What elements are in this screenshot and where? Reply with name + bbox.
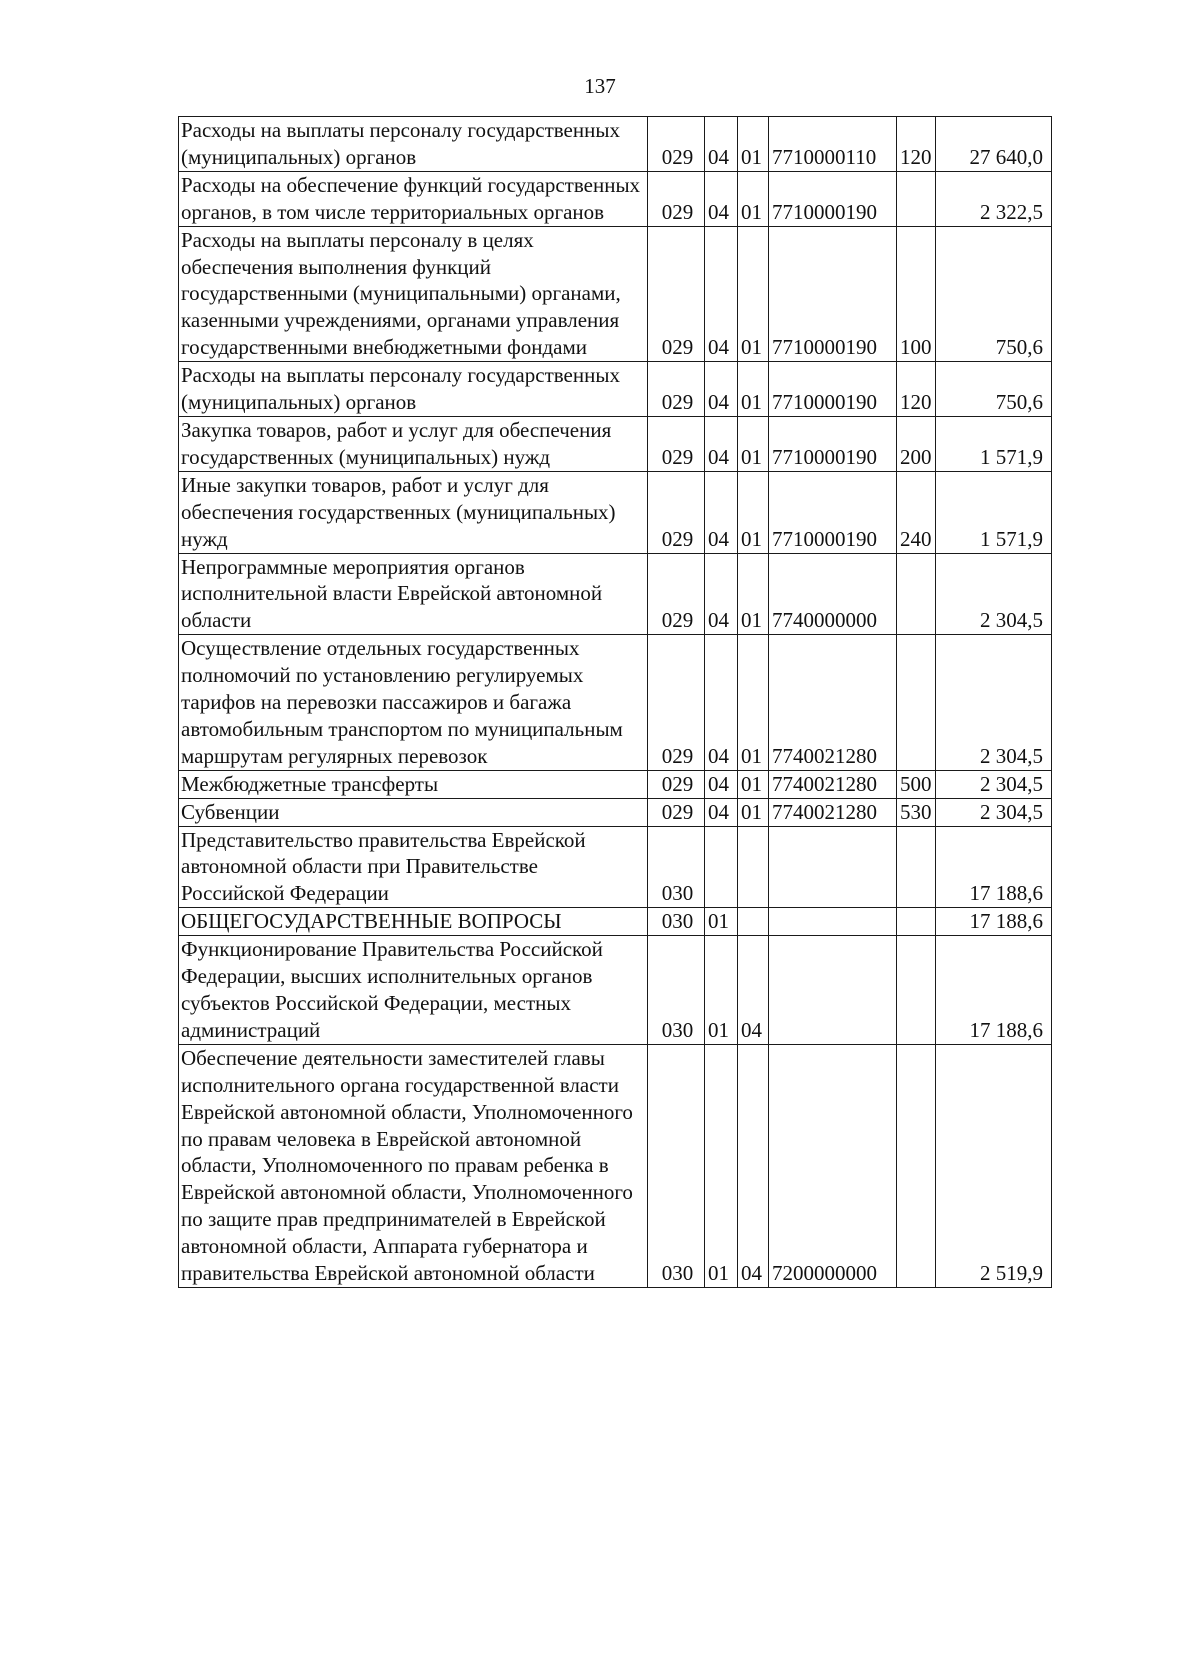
- target-article-code: 7710000190: [769, 171, 897, 226]
- subsection-code: 04: [738, 936, 769, 1045]
- subsection-code: 01: [738, 117, 769, 172]
- subsection-code: 01: [738, 798, 769, 826]
- expense-type-code: 500: [897, 770, 936, 798]
- expense-type-code: [897, 1044, 936, 1287]
- expense-type-code: 120: [897, 362, 936, 417]
- table-row: [179, 117, 1052, 172]
- item-name: ОБЩЕГОСУДАРСТВЕННЫЕ ВОПРОСЫ: [179, 908, 648, 936]
- expense-type-code: [897, 171, 936, 226]
- admin-code: 029: [648, 362, 705, 417]
- amount: 2 304,5: [936, 553, 1052, 635]
- item-name: Иные закупки товаров, работ и услуг для обеспечения государственных (муниципальных) нужд: [179, 471, 648, 553]
- subsection-code: 04: [738, 1044, 769, 1287]
- admin-code: 030: [648, 908, 705, 936]
- section-code: [705, 826, 738, 908]
- item-name: Межбюджетные трансферты: [179, 770, 648, 798]
- section-code: 04: [705, 416, 738, 471]
- amount: 27 640,0: [936, 117, 1052, 172]
- admin-code: 030: [648, 936, 705, 1045]
- subsection-code: 01: [738, 553, 769, 635]
- section-code: 04: [705, 798, 738, 826]
- subsection-code: [738, 908, 769, 936]
- target-article-code: 7710000190: [769, 226, 897, 362]
- expense-type-code: 100: [897, 226, 936, 362]
- item-name: Представительство правительства Еврейской автономной области при Правительстве Российской Федерации: [179, 826, 648, 908]
- page-number: 137: [584, 74, 616, 98]
- target-article-code: 7710000190: [769, 416, 897, 471]
- amount: 17 188,6: [936, 826, 1052, 908]
- expense-type-code: 530: [897, 798, 936, 826]
- target-article-code: 7740021280: [769, 635, 897, 771]
- amount: 17 188,6: [936, 936, 1052, 1045]
- table-row: [179, 798, 1052, 826]
- target-article-code: 7710000190: [769, 471, 897, 553]
- table-row: [179, 416, 1052, 471]
- subsection-code: [738, 826, 769, 908]
- amount: 750,6: [936, 226, 1052, 362]
- admin-code: 029: [648, 471, 705, 553]
- section-code: 04: [705, 226, 738, 362]
- table-row: [179, 362, 1052, 417]
- amount: 2 304,5: [936, 798, 1052, 826]
- target-article-code: 7740021280: [769, 798, 897, 826]
- item-name: Осуществление отдельных государственных полномочий по установлению регулируемых тарифов на перевозки пассажиров и багажа автомобильным транспортом по муниципальным маршрутам регулярных перевозок: [179, 635, 648, 771]
- amount: 1 571,9: [936, 471, 1052, 553]
- subsection-code: 01: [738, 471, 769, 553]
- amount: 1 571,9: [936, 416, 1052, 471]
- target-article-code: 7710000110: [769, 117, 897, 172]
- table-row: [179, 770, 1052, 798]
- expense-type-code: 240: [897, 471, 936, 553]
- item-name: Обеспечение деятельности заместителей главы исполнительного органа государственной власти Еврейской автономной области, Уполномоченного по правам человека в Еврейской автономной области, Уполномоченного по правам ребенка в Еврейской автономной области, Уполномоченного по защите прав предпринимателей в Еврейской автономной области, Аппарата губернатора и правительства Еврейской автономной области: [179, 1044, 648, 1287]
- table-row: [179, 635, 1052, 771]
- item-name: Расходы на выплаты персоналу в целях обеспечения выполнения функций государственными (муниципальными) органами, казенными учреждениями, органами управления государственными внебюджетными фондами: [179, 226, 648, 362]
- section-code: 01: [705, 1044, 738, 1287]
- admin-code: 030: [648, 826, 705, 908]
- amount: 2 322,5: [936, 171, 1052, 226]
- target-article-code: 7740000000: [769, 553, 897, 635]
- amount: 2 304,5: [936, 770, 1052, 798]
- section-code: 04: [705, 471, 738, 553]
- item-name: Закупка товаров, работ и услуг для обеспечения государственных (муниципальных) нужд: [179, 416, 648, 471]
- admin-code: 029: [648, 798, 705, 826]
- section-code: 01: [705, 908, 738, 936]
- amount: 17 188,6: [936, 908, 1052, 936]
- admin-code: 030: [648, 1044, 705, 1287]
- section-code: 01: [705, 936, 738, 1045]
- item-name: Расходы на выплаты персоналу государственных (муниципальных) органов: [179, 362, 648, 417]
- admin-code: 029: [648, 553, 705, 635]
- expense-type-code: [897, 908, 936, 936]
- amount: 750,6: [936, 362, 1052, 417]
- item-name: Расходы на выплаты персоналу государственных (муниципальных) органов: [179, 117, 648, 172]
- subsection-code: 01: [738, 226, 769, 362]
- section-code: 04: [705, 553, 738, 635]
- section-code: 04: [705, 635, 738, 771]
- admin-code: 029: [648, 117, 705, 172]
- target-article-code: [769, 826, 897, 908]
- admin-code: 029: [648, 416, 705, 471]
- amount: 2 304,5: [936, 635, 1052, 771]
- subsection-code: 01: [738, 416, 769, 471]
- section-code: 04: [705, 362, 738, 417]
- table-row: [179, 471, 1052, 553]
- section-code: 04: [705, 117, 738, 172]
- expense-type-code: 120: [897, 117, 936, 172]
- amount: 2 519,9: [936, 1044, 1052, 1287]
- target-article-code: [769, 936, 897, 1045]
- table-row: [179, 908, 1052, 936]
- table-row: [179, 171, 1052, 226]
- expense-type-code: 200: [897, 416, 936, 471]
- target-article-code: 7740021280: [769, 770, 897, 798]
- item-name: Непрограммные мероприятия органов исполнительной власти Еврейской автономной области: [179, 553, 648, 635]
- subsection-code: 01: [738, 770, 769, 798]
- admin-code: 029: [648, 635, 705, 771]
- subsection-code: 01: [738, 635, 769, 771]
- subsection-code: 01: [738, 362, 769, 417]
- budget-table: [178, 116, 1052, 1288]
- admin-code: 029: [648, 770, 705, 798]
- expense-type-code: [897, 553, 936, 635]
- admin-code: 029: [648, 226, 705, 362]
- item-name: Расходы на обеспечение функций государственных органов, в том числе территориальных органов: [179, 171, 648, 226]
- item-name: Субвенции: [179, 798, 648, 826]
- expense-type-code: [897, 826, 936, 908]
- expense-type-code: [897, 635, 936, 771]
- admin-code: 029: [648, 171, 705, 226]
- table-row: [179, 826, 1052, 908]
- table-row: [179, 226, 1052, 362]
- section-code: 04: [705, 171, 738, 226]
- expense-type-code: [897, 936, 936, 1045]
- table-row: [179, 1044, 1052, 1287]
- target-article-code: 7710000190: [769, 362, 897, 417]
- target-article-code: 7200000000: [769, 1044, 897, 1287]
- target-article-code: [769, 908, 897, 936]
- table-row: [179, 936, 1052, 1045]
- item-name: Функционирование Правительства Российской Федерации, высших исполнительных органов субъектов Российской Федерации, местных администраций: [179, 936, 648, 1045]
- table-row: [179, 553, 1052, 635]
- section-code: 04: [705, 770, 738, 798]
- subsection-code: 01: [738, 171, 769, 226]
